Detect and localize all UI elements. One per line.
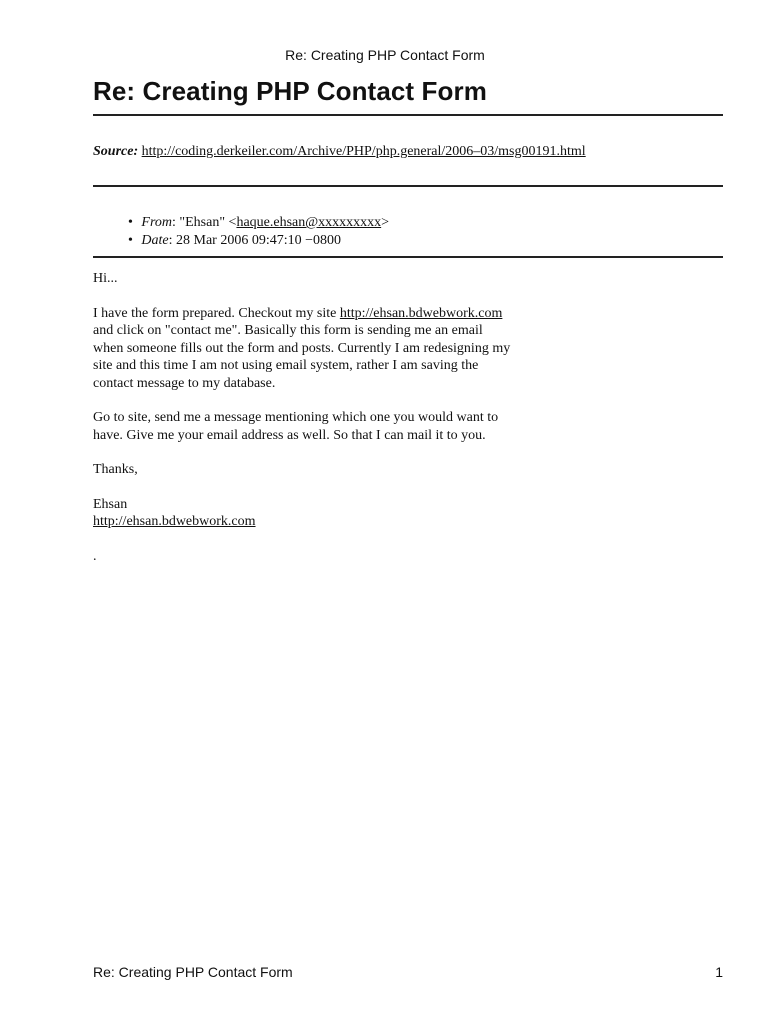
from-label: From <box>141 215 172 230</box>
meta-from: • From: "Ehsan" <haque.ehsan@xxxxxxxxx> <box>128 214 389 232</box>
thanks-line: Thanks, <box>93 462 138 477</box>
meta-date: • Date: 28 Mar 2006 09:47:10 −0800 <box>128 232 389 250</box>
signature-link[interactable]: http://ehsan.bdwebwork.com <box>93 514 256 529</box>
trailing-dot: . <box>93 548 97 564</box>
from-email-link[interactable]: haque.ehsan@xxxxxxxxx <box>236 215 382 230</box>
site-link[interactable]: http://ehsan.bdwebwork.com <box>339 305 503 321</box>
source-label: Source: <box>93 144 139 159</box>
signature-name: Ehsan <box>93 496 128 512</box>
date-value: 28 Mar 2006 09:47:10 −0800 <box>176 233 342 248</box>
source-link[interactable]: http://coding.derkeiler.com/Archive/PHP/php.general/2006–03/msg00191.html <box>141 144 586 159</box>
message-body <box>93 270 693 582</box>
paragraph-1 <box>93 305 513 393</box>
date-label: Date <box>141 233 169 248</box>
signature <box>93 496 693 531</box>
message-meta <box>128 214 389 250</box>
running-header: Re: Creating PHP Contact Form <box>285 47 485 63</box>
divider-meta <box>93 256 723 258</box>
paragraph-2 <box>93 409 693 444</box>
paragraph-2-line-2: have. Give me your email address as well. So that I can mail it to you. <box>93 427 486 443</box>
greeting: Hi... <box>93 271 118 286</box>
divider-top <box>93 114 723 116</box>
paragraph-2-line-1: Go to site, send me a message mentioning which one you would want to <box>93 410 499 425</box>
page-number: 1 <box>715 964 723 980</box>
source-line <box>93 144 586 160</box>
paragraph-1-intro: I have the form prepared. Checkout my site <box>93 305 337 321</box>
paragraph-1-rest: and click on "contact me". Basically this form is sending me an email when someone fills out the form and posts. Currently I am redesigning my site and this time I am not using email system, rather I am saving the contact message to my database. <box>93 323 511 391</box>
running-footer <box>93 964 723 980</box>
footer-title: Re: Creating PHP Contact Form <box>93 964 293 980</box>
from-name: "Ehsan" <box>179 215 226 230</box>
page-title: Re: Creating PHP Contact Form <box>93 76 487 106</box>
divider-source <box>93 185 723 187</box>
